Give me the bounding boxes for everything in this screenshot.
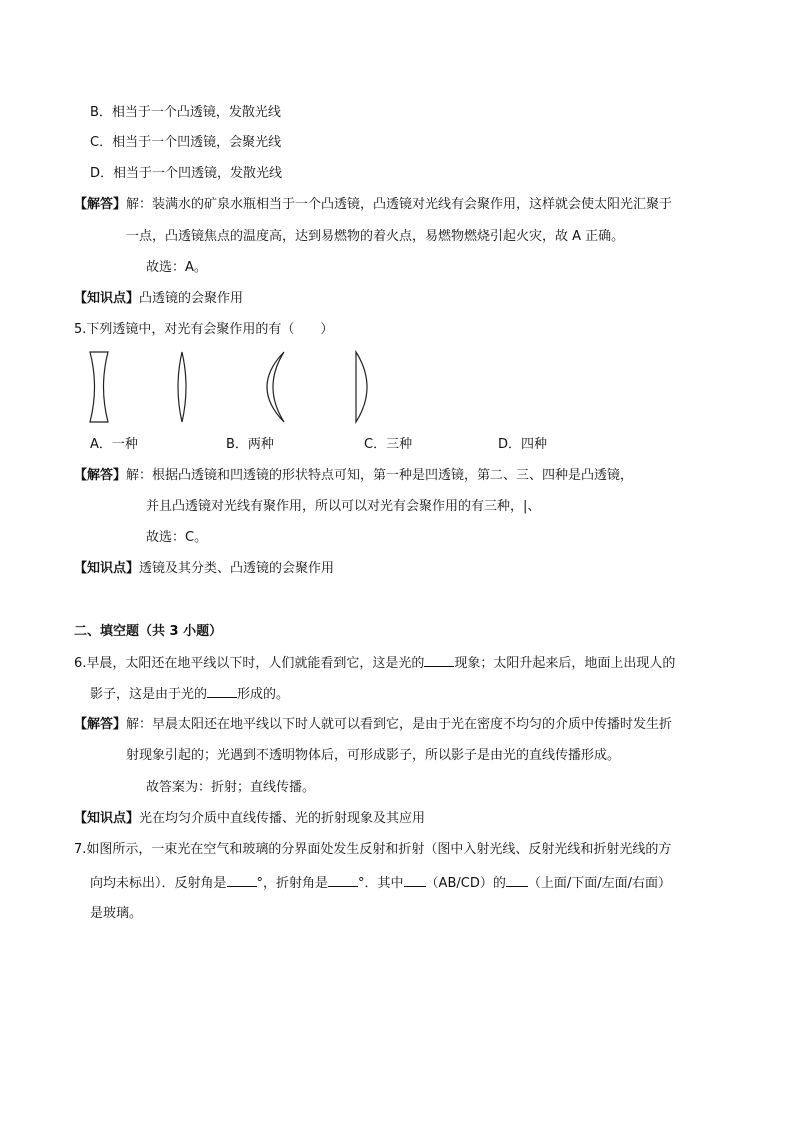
- plano-convex-lens-icon: [352, 350, 374, 424]
- knowledge-tag: 【知识点】: [74, 561, 140, 576]
- q5-choice: 故选：C。: [146, 530, 208, 545]
- q6-line-1: [74, 653, 675, 673]
- answer-tag: 【解答】: [74, 468, 127, 483]
- q7-line-2: [90, 873, 671, 893]
- q6-text-2a: 影子，这是由于光的: [90, 687, 208, 702]
- answer-blank[interactable]: [207, 684, 237, 698]
- q5-knowledge: [74, 560, 334, 578]
- q6-choice: 故答案为：折射；直线传播。: [146, 780, 316, 795]
- q7-text-2a: 向均未标出）．反射角是: [90, 876, 227, 891]
- q5-option-d: D．四种: [498, 437, 548, 452]
- q7-line-1: 7.如图所示，一束光在空气和玻璃的分界面处发生反射和折射（图中入射光线、反射光线和折射光线的方: [74, 842, 672, 857]
- q7-line-3: 是玻璃。: [90, 906, 143, 921]
- answer-blank[interactable]: [424, 653, 454, 667]
- q6-knowledge: [74, 810, 425, 828]
- q4-answer-line-2: 一点，凸透镜焦点的温度高，达到易燃物的着火点，易燃物燃烧引起火灾，故 A 正确。: [126, 229, 625, 244]
- q6-text-1a: 6.早晨，太阳还在地平线以下时，人们就能看到它，这是光的: [74, 656, 425, 671]
- q7-text-2e: （上面/下面/左面/右面）: [527, 876, 671, 891]
- q7-text-2d: （AB/CD）的: [425, 876, 506, 891]
- q6-text-1b: 现象；太阳升起来后，地面上出现人的: [454, 656, 676, 671]
- answer-tag: 【解答】: [74, 717, 127, 732]
- biconvex-lens-icon: [172, 350, 192, 424]
- q6-answer-line-2: 射现象引起的；光遇到不透明物体后，可形成影子，所以影子是由光的直线传播形成。: [126, 748, 621, 763]
- meniscus-lens-icon: [258, 350, 288, 424]
- knowledge-text: 光在均匀介质中直线传播、光的折射现象及其应用: [139, 811, 426, 826]
- knowledge-tag: 【知识点】: [74, 291, 140, 306]
- section-heading: 二、填空题（共 3 小题）: [74, 624, 223, 639]
- q4-option-c: C．相当于一个凹透镜，会聚光线: [90, 135, 282, 150]
- q6-text-2b: 形成的。: [237, 687, 290, 702]
- q5-option-a: A．一种: [90, 437, 138, 452]
- answer-blank[interactable]: [328, 873, 358, 887]
- q6-line-2: [90, 684, 289, 704]
- answer-blank[interactable]: [227, 873, 257, 887]
- q5-option-b: B．两种: [226, 437, 274, 452]
- answer-text: 解：装满水的矿泉水瓶相当于一个凸透镜，凸透镜对光线有会聚作用，这样就会使太阳光汇聚于: [126, 197, 673, 212]
- q5-option-c: C．三种: [364, 437, 413, 452]
- q5-answer-line-2: 并且凸透镜对光线有聚作用，所以可以对光有会聚作用的有三种，|、: [146, 499, 541, 514]
- answer-text: 解：根据凸透镜和凹透镜的形状特点可知，第一种是凹透镜，第二、三、四种是凸透镜，: [126, 468, 634, 483]
- knowledge-text: 凸透镜的会聚作用: [139, 291, 244, 306]
- answer-blank[interactable]: [506, 873, 528, 887]
- knowledge-text: 透镜及其分类、凸透镜的会聚作用: [139, 561, 335, 576]
- q4-option-b: B．相当于一个凸透镜，发散光线: [90, 105, 281, 120]
- q5-answer-line-1: [74, 467, 633, 485]
- concave-lens-icon: [88, 350, 110, 424]
- q5-question: 5.下列透镜中，对光有会聚作用的有（ ）: [74, 322, 334, 337]
- answer-text: 解：早晨太阳还在地平线以下时人就可以看到它，是由于光在密度不均匀的介质中传播时发生折: [126, 717, 673, 732]
- q7-text-2c: °．其中: [358, 876, 404, 891]
- q4-choice: 故选：A。: [146, 260, 207, 275]
- q4-knowledge: [74, 290, 243, 308]
- q6-answer-line-1: [74, 716, 672, 734]
- answer-tag: 【解答】: [74, 197, 127, 212]
- answer-blank[interactable]: [404, 873, 426, 887]
- q7-text-2b: °，折射角是: [256, 876, 329, 891]
- q4-option-d: D．相当于一个凹透镜，发散光线: [90, 166, 283, 181]
- q4-answer-line-1: [74, 196, 672, 214]
- knowledge-tag: 【知识点】: [74, 811, 140, 826]
